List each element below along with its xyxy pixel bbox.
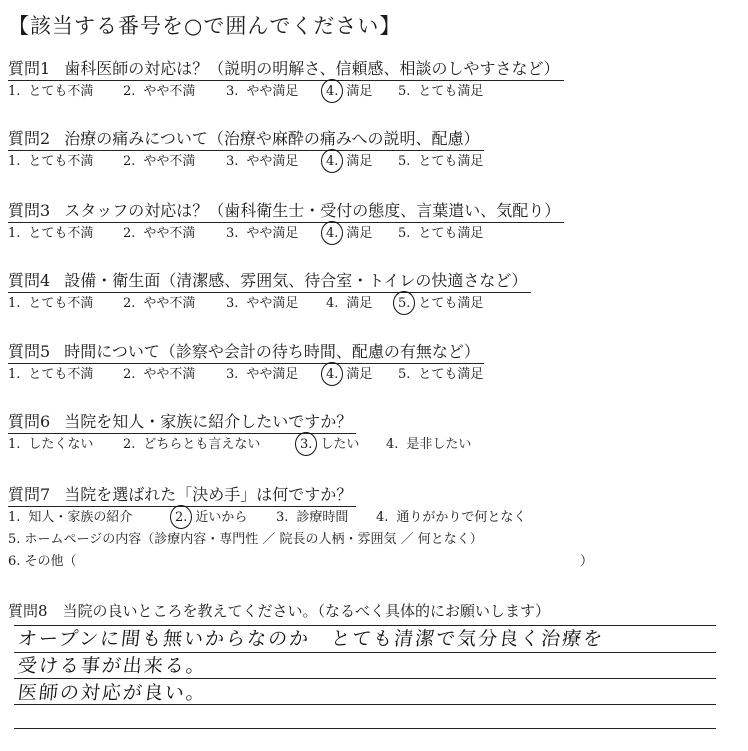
option-number: 2. — [123, 226, 136, 241]
option-number: 1. — [8, 296, 21, 311]
option-number: 4. — [326, 84, 339, 99]
question-text: 当院を選ばれた「決め手」は何ですか？ — [64, 485, 353, 504]
answer-option-3[interactable] — [276, 507, 348, 529]
option-label: やや満足 — [246, 84, 299, 99]
question-title — [8, 58, 564, 81]
option-number: 4. — [326, 367, 339, 382]
option-label: やや不満 — [143, 226, 196, 241]
option-label: やや不満 — [143, 296, 196, 311]
option-label: とても満足 — [418, 84, 484, 99]
question-5 — [8, 341, 738, 386]
answer-option-4[interactable] — [326, 151, 372, 173]
option-number: 1. — [8, 367, 21, 382]
question-title — [8, 341, 484, 364]
answer-option-1[interactable] — [8, 293, 93, 315]
question-6 — [8, 411, 738, 456]
answer-option-5[interactable] — [398, 223, 483, 245]
question-number: 質問1 — [8, 59, 51, 78]
option-number: 1. — [8, 84, 21, 99]
selected-circle-mark — [321, 79, 343, 103]
other-close-paren: ） — [580, 554, 594, 569]
ruled-line — [14, 728, 716, 729]
option-number: 5. — [398, 154, 411, 169]
question-title — [8, 411, 356, 434]
question-number: 質問7 — [8, 485, 51, 504]
option-number: 1. — [8, 437, 21, 452]
answer-options — [8, 293, 738, 315]
question-title — [8, 200, 564, 223]
option-label: 満足 — [346, 296, 373, 311]
option-number: 2. — [123, 367, 136, 382]
question-number: 質問5 — [8, 342, 51, 361]
option-number: 1. — [8, 226, 21, 241]
answer-option-5[interactable] — [398, 364, 483, 386]
option-number: 5. — [398, 296, 411, 311]
option-number: 5. — [398, 226, 411, 241]
handwritten-answer-line-2: 受ける事が出来る。 — [16, 655, 209, 677]
option-label: 満足 — [346, 226, 373, 241]
selected-circle-mark — [321, 149, 343, 173]
question-2 — [8, 128, 738, 173]
answer-option-4[interactable] — [326, 364, 372, 386]
selected-circle-mark — [321, 362, 343, 386]
question-title — [8, 484, 356, 507]
answer-option-4[interactable] — [376, 507, 526, 529]
answer-option-3[interactable] — [226, 151, 298, 173]
option-label: やや不満 — [143, 84, 196, 99]
option-label: 近いから — [195, 510, 248, 525]
option-label: 満足 — [346, 84, 373, 99]
option-number: 2. — [175, 510, 188, 525]
question-text: スタッフの対応は？（歯科衛生士・受付の態度、言葉遣い、気配り） — [64, 201, 561, 220]
option-number: 3. — [300, 437, 313, 452]
option-label: やや不満 — [143, 154, 196, 169]
answer-option-1[interactable] — [8, 151, 93, 173]
answer-option-1[interactable] — [8, 364, 93, 386]
answer-options — [8, 151, 738, 173]
answer-option-3[interactable] — [226, 293, 298, 315]
option-label: 診療時間 — [296, 510, 349, 525]
question-1 — [8, 58, 738, 103]
answer-option-2[interactable] — [123, 293, 195, 315]
option-number: 2. — [123, 437, 136, 452]
answer-option-2[interactable] — [123, 81, 195, 103]
question-text: 設備・衛生面（清潔感、雰囲気、待合室・トイレの快適さなど） — [64, 271, 528, 290]
answer-options — [8, 434, 738, 456]
answer-option-1[interactable] — [8, 507, 132, 529]
option-number: 3. — [276, 510, 289, 525]
form-instruction-header: 【該当する番号を○で囲んでください】 — [8, 14, 402, 38]
question-text: 治療の痛みについて（治療や麻酔の痛みへの説明、配慮） — [64, 129, 480, 148]
answer-option-1[interactable] — [8, 81, 93, 103]
selected-circle-mark — [170, 505, 192, 529]
answer-option-3[interactable] — [226, 364, 298, 386]
option-label: したくない — [28, 437, 94, 452]
answer-option-1[interactable] — [8, 434, 93, 456]
answer-option-5[interactable] — [398, 81, 483, 103]
option-label: とても満足 — [418, 296, 484, 311]
question-title — [8, 270, 531, 293]
selected-circle-mark — [393, 291, 415, 315]
option-number: 3. — [226, 296, 239, 311]
handwritten-answer-line-3: 医師の対応が良い。 — [16, 682, 209, 704]
question-number: 質問3 — [8, 201, 51, 220]
other-label: 6. その他（ — [8, 554, 77, 569]
option-label: やや満足 — [246, 226, 299, 241]
option-label: とても満足 — [418, 154, 484, 169]
answer-option-2[interactable] — [123, 223, 195, 245]
answer-option-2[interactable] — [175, 507, 247, 529]
option-label: どちらとも言えない — [143, 437, 261, 452]
answer-options — [8, 81, 738, 103]
answer-option-2[interactable] — [123, 364, 195, 386]
selected-circle-mark — [321, 221, 343, 245]
option-number: 5. — [398, 84, 411, 99]
question-3 — [8, 200, 738, 245]
option-number: 4. — [376, 510, 389, 525]
answer-option-4[interactable] — [386, 434, 471, 456]
answer-option-3[interactable] — [226, 223, 298, 245]
option-number: 1. — [8, 154, 21, 169]
option-label: 満足 — [346, 367, 373, 382]
question-4 — [8, 270, 738, 315]
option-label: 是非したい — [406, 437, 472, 452]
option-label: やや満足 — [246, 296, 299, 311]
answer-option-2[interactable] — [123, 434, 260, 456]
option-number: 5. — [398, 367, 411, 382]
option-number: 4. — [326, 226, 339, 241]
answer-options — [8, 223, 738, 245]
option-number: 2. — [123, 154, 136, 169]
answer-options — [8, 364, 738, 386]
question-number: 質問4 — [8, 271, 51, 290]
option-label: したい — [320, 437, 360, 452]
option-label: やや満足 — [246, 154, 299, 169]
answer-option-6 — [8, 551, 738, 573]
option-number: 4. — [326, 296, 339, 311]
question-number: 質問6 — [8, 412, 51, 431]
option-label: 満足 — [346, 154, 373, 169]
option-label: やや不満 — [143, 367, 196, 382]
answer-options — [8, 507, 738, 529]
handwritten-answer-line-1: オープンに間も無いからなのか とても清潔で気分良く治療を — [16, 628, 606, 650]
option-number: 2. — [123, 296, 136, 311]
option-label: とても不満 — [28, 84, 94, 99]
answer-option-3[interactable] — [226, 81, 298, 103]
option-label: とても不満 — [28, 226, 94, 241]
option-number: 3. — [226, 226, 239, 241]
question-text: 時間について（診察や会計の待ち時間、配慮の有無など） — [64, 342, 480, 361]
option-label: とても満足 — [418, 226, 484, 241]
question-7 — [8, 484, 738, 573]
answer-option-4[interactable] — [326, 81, 372, 103]
answer-option-5: 5. ホームページの内容（診療内容・専門性 ／ 院長の人柄・雰囲気 ／ 何となく） — [8, 532, 483, 547]
answer-option-3[interactable] — [300, 434, 359, 456]
answer-option-4[interactable] — [326, 293, 372, 315]
option-number: 3. — [226, 84, 239, 99]
answer-option-4[interactable] — [326, 223, 372, 245]
option-number: 3. — [226, 154, 239, 169]
question-text: 歯科医師の対応は？（説明の明解さ、信頼感、相談のしやすさなど） — [64, 59, 560, 78]
option-label: 知人・家族の紹介 — [28, 510, 133, 525]
option-label: とても不満 — [28, 367, 94, 382]
option-number: 3. — [226, 367, 239, 382]
answer-option-5[interactable] — [398, 293, 483, 315]
answer-option-5[interactable] — [398, 151, 483, 173]
selected-circle-mark — [295, 432, 317, 456]
question-8 — [8, 600, 738, 622]
option-label: とても不満 — [28, 296, 94, 311]
question-text: 当院を知人・家族に紹介したいですか？ — [64, 412, 353, 431]
option-label: とても満足 — [418, 367, 484, 382]
question-title — [8, 128, 484, 151]
option-number: 4. — [326, 154, 339, 169]
question-number: 質問2 — [8, 129, 51, 148]
option-label: 通りがかりで何となく — [396, 510, 527, 525]
option-number: 1. — [8, 510, 21, 525]
option-number: 4. — [386, 437, 399, 452]
option-label: やや満足 — [246, 367, 299, 382]
answer-option-1[interactable] — [8, 223, 93, 245]
option-label: とても不満 — [28, 154, 94, 169]
question-8-title: 質問8 当院の良いところを教えてください。（なるべく具体的にお願いします） — [8, 602, 551, 620]
answer-option-2[interactable] — [123, 151, 195, 173]
option-number: 2. — [123, 84, 136, 99]
